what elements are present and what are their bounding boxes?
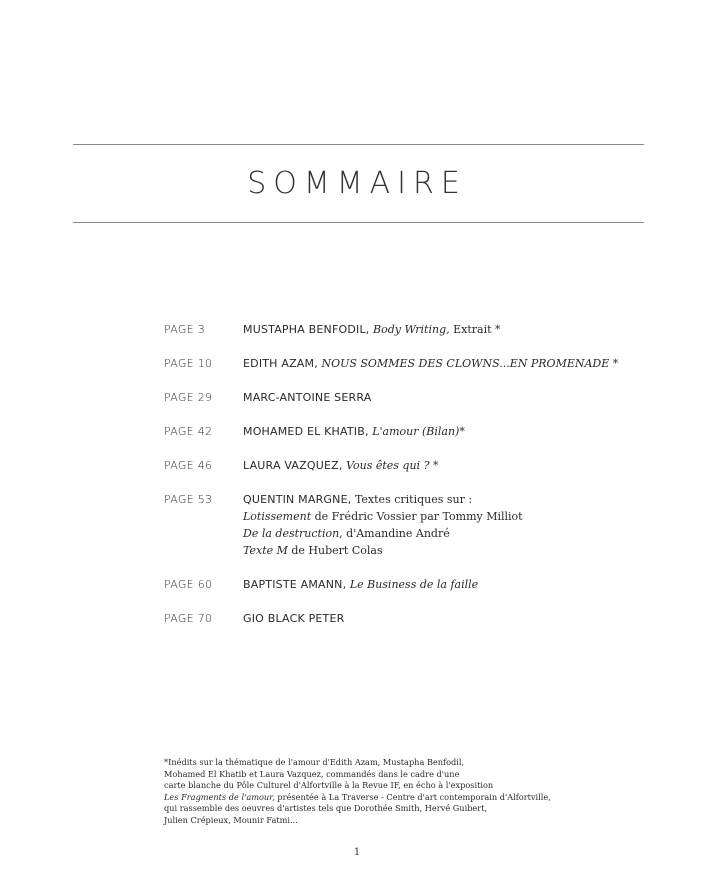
entry-suffix: * — [459, 425, 465, 438]
author-name: QUENTIN MARGNE, — [243, 493, 352, 506]
sub-entry-text: de Frédric Vossier par Tommy Milliot — [311, 510, 523, 523]
exhibition-title: Les Fragments de l'amour, — [164, 791, 275, 802]
footnote-line — [164, 792, 634, 804]
author-name: MOHAMED EL KHATIB, — [243, 425, 369, 438]
toc-entry[interactable] — [164, 576, 644, 593]
work-title: NOUS SOMMES DES CLOWNS...EN PROMENADE — [321, 357, 610, 370]
toc-entry[interactable] — [164, 491, 644, 559]
sub-entry — [243, 508, 644, 525]
sub-entry-text: , d'Amandine André — [339, 527, 450, 540]
work-title: Texte M — [243, 544, 288, 557]
work-title: L'amour (Bilan) — [372, 425, 460, 438]
author-name: EDITH AZAM, — [243, 357, 318, 370]
footnote — [164, 757, 634, 827]
entry-suffix: Textes critiques sur : — [354, 493, 473, 506]
footnote-line: Mohamed El Khatib et Laura Vazquez, commandés dans le cadre d'une — [164, 768, 460, 779]
sub-entry-text: de Hubert Colas — [287, 544, 383, 557]
toc-entry[interactable] — [164, 321, 644, 338]
page-reference: PAGE 3 — [164, 323, 206, 336]
entry-suffix: * — [429, 459, 439, 472]
work-title: Body Writing, — [373, 323, 450, 336]
toc-entry[interactable] — [164, 423, 644, 440]
work-title: Lotissement — [243, 510, 312, 523]
entry-suffix: Extrait * — [449, 323, 501, 336]
footnote-line: Julien Crépieux, Mounir Fatmi... — [164, 814, 298, 825]
toc-entry[interactable] — [164, 457, 644, 474]
page-reference: PAGE 46 — [164, 459, 213, 472]
author-name: MUSTAPHA BENFODIL, — [243, 323, 370, 336]
entry-suffix: * — [609, 357, 619, 370]
author-name: BAPTISTE AMANN, — [243, 578, 347, 591]
author-name: MARC-ANTOINE SERRA — [243, 391, 372, 404]
top-rule — [73, 144, 644, 145]
author-name: LAURA VAZQUEZ, — [243, 459, 343, 472]
table-of-contents — [164, 321, 644, 627]
footnote-line: carte blanche du Pôle Culturel d'Alfortville à la Revue IF, en écho à l'exposition — [164, 780, 494, 791]
footnote-text: présentée à La Traverse - Centre d'art contemporain d'Alfortville, — [274, 791, 551, 802]
work-title: Vous êtes qui ? — [346, 459, 430, 472]
sub-entry — [243, 542, 644, 559]
bottom-rule — [73, 222, 644, 223]
work-title: Le Business de la faille — [349, 578, 479, 591]
page-reference: PAGE 53 — [164, 493, 213, 506]
footnote-line: qui rassemble des oeuvres d'artistes tels que Dorothée Smith, Hervé Guibert, — [164, 803, 488, 814]
page-number: 1 — [353, 847, 361, 858]
page-title: SOMMAIRE — [247, 166, 467, 201]
page-reference: PAGE 29 — [164, 391, 213, 404]
toc-entry[interactable] — [164, 355, 644, 372]
page-reference: PAGE 60 — [164, 578, 213, 591]
author-name: GIO BLACK PETER — [243, 612, 345, 625]
page-reference: PAGE 42 — [164, 425, 213, 438]
toc-entry[interactable] — [164, 389, 644, 406]
footnote-line: *Inédits sur la thématique de l'amour d'Edith Azam, Mustapha Benfodil, — [164, 757, 465, 767]
page-reference: PAGE 70 — [164, 612, 213, 625]
work-title: De la destruction — [243, 527, 340, 540]
sub-entry — [243, 525, 644, 542]
toc-entry[interactable] — [164, 610, 644, 627]
page-reference: PAGE 10 — [164, 357, 213, 370]
